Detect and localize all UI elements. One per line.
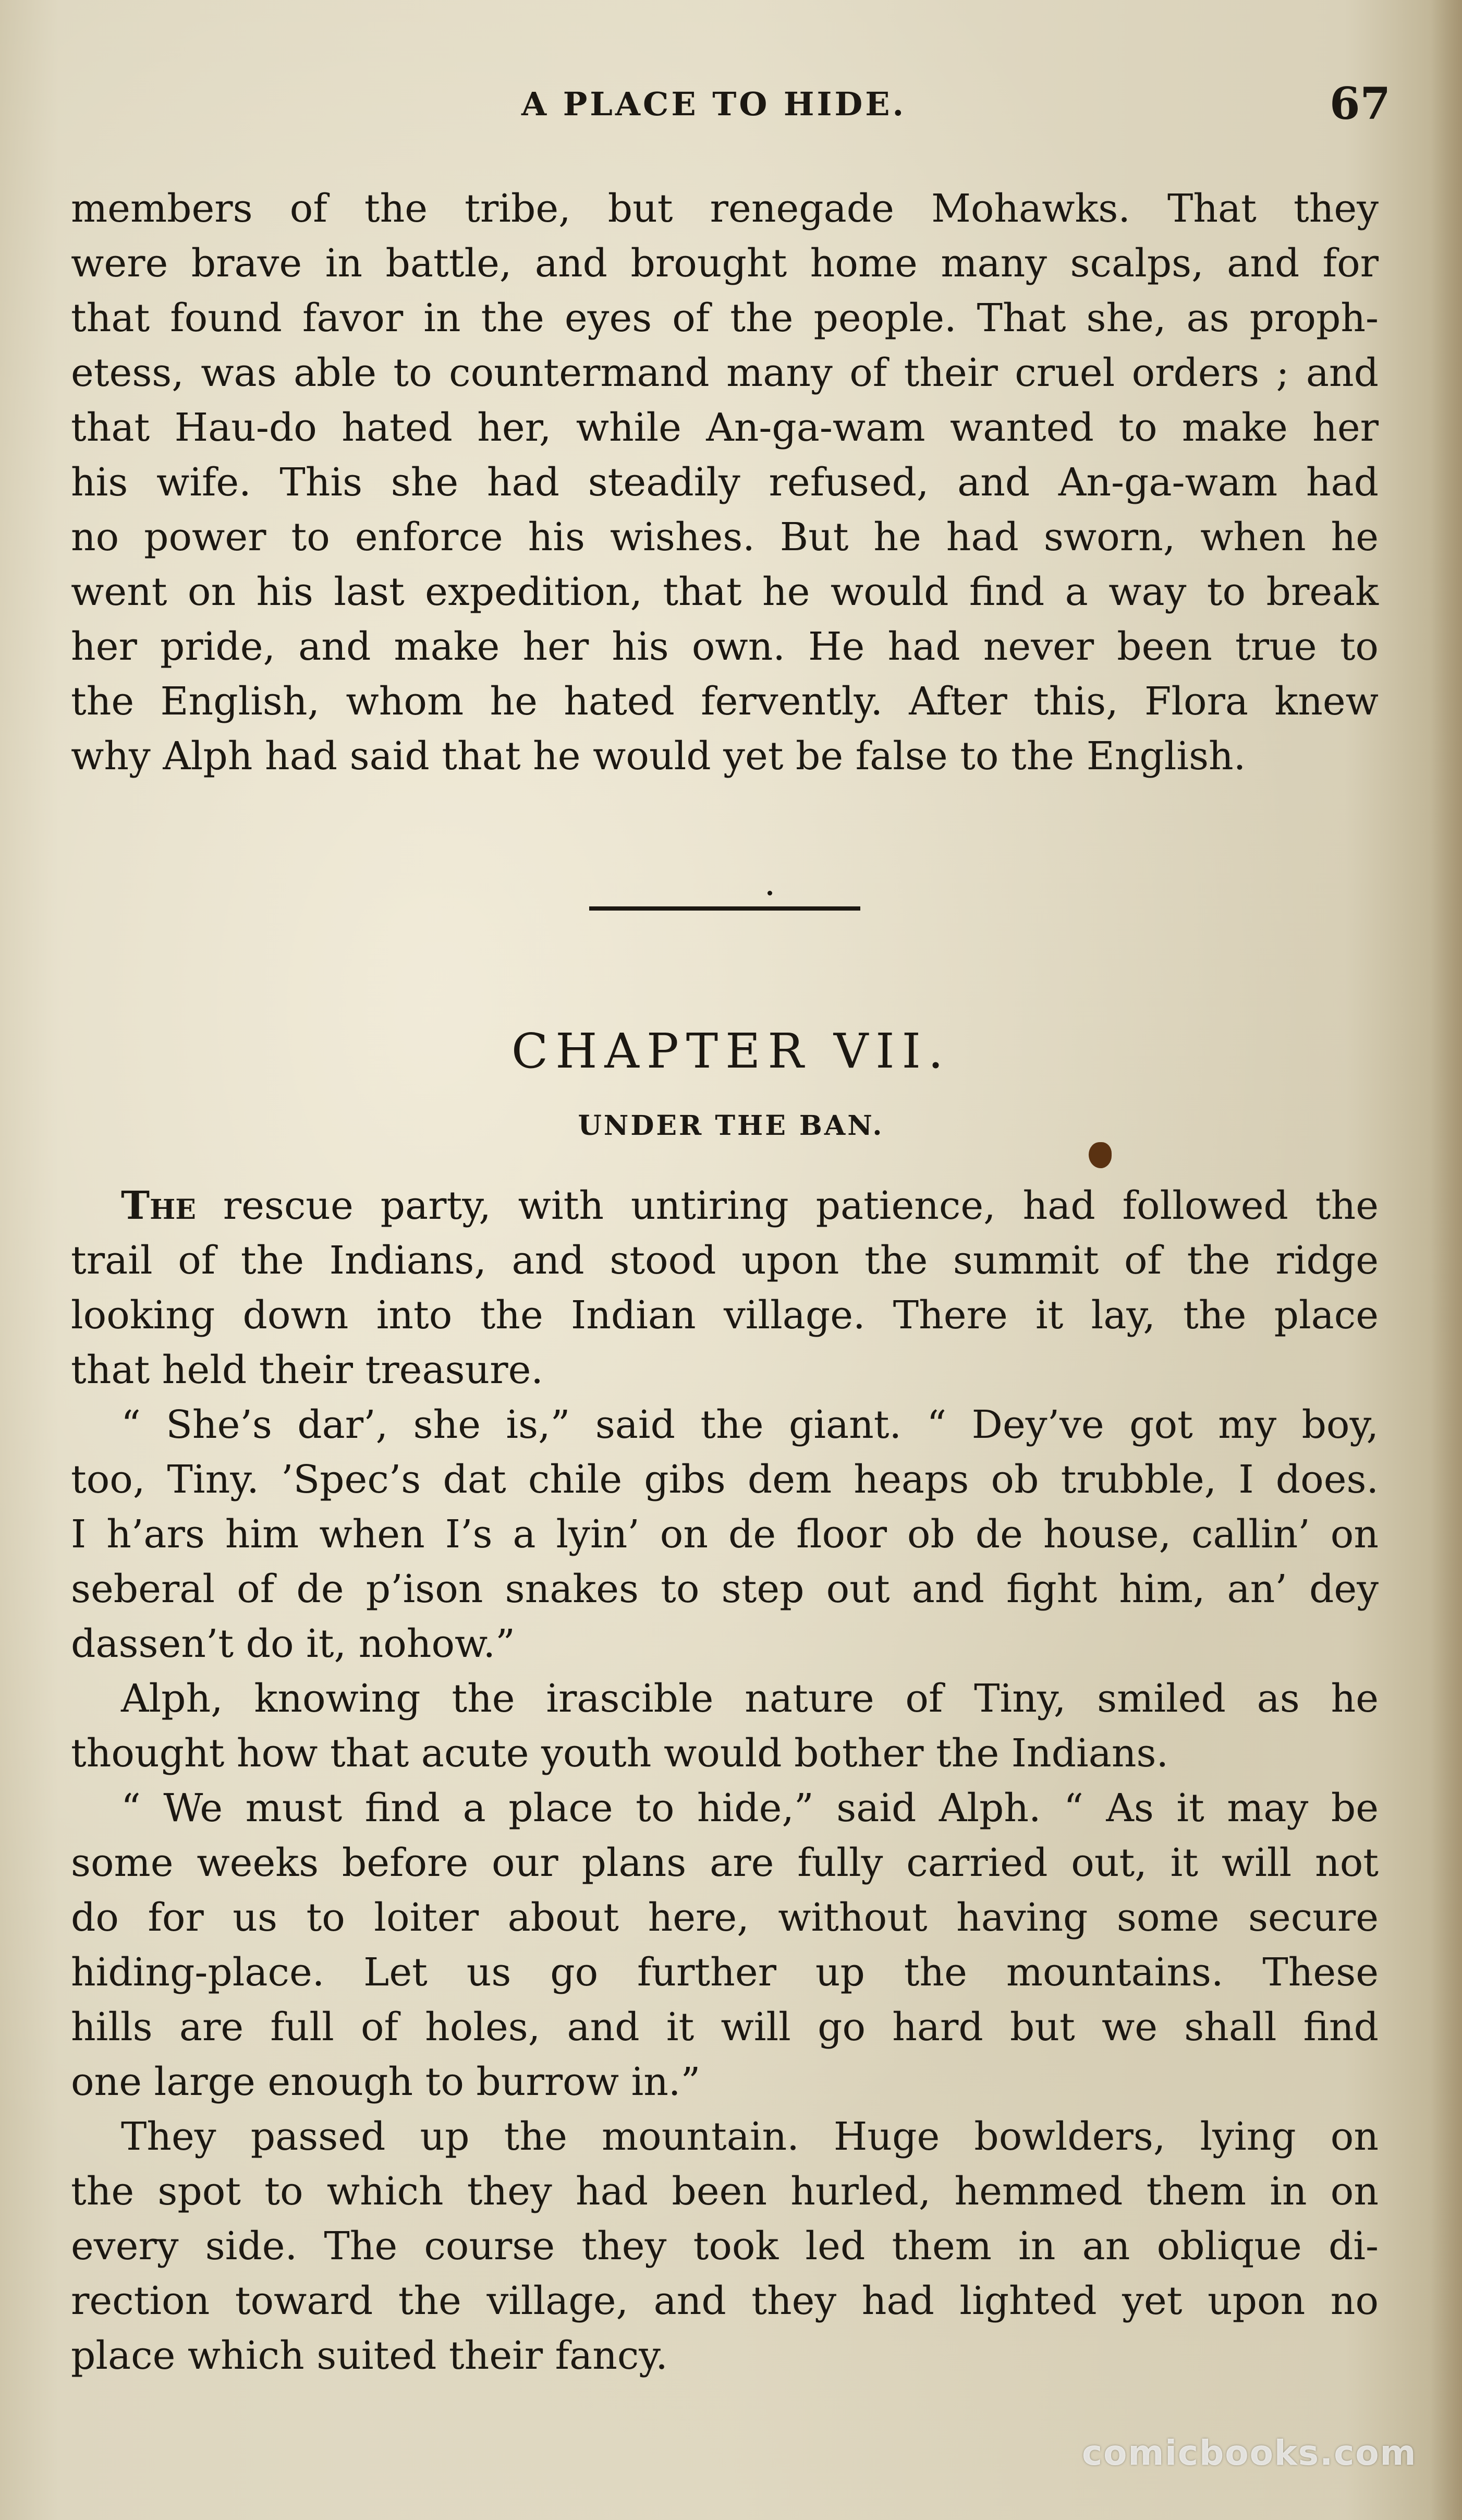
text-line: They passed up the mountain. Huge bowlders, lying on [121,2114,1379,2159]
watermark-text: comicbooks.com [1082,2433,1417,2473]
text-line: no power to enforce his wishes. But he had sworn, when he [71,515,1379,560]
text-line: too, Tiny. ’Spec’s dat chile gibs dem heaps ob trubble, I does. [71,1457,1379,1502]
text-line: some weeks before our plans are fully carried out, it will not [71,1840,1379,1885]
text-line: her pride, and make her his own. He had never been true to [71,624,1379,669]
page-number: 67 [1330,78,1391,129]
text-line: the spot to which they had been hurled, hemmed them in on [71,2169,1379,2214]
text-line: were brave in battle, and brought home many scalps, and for [71,241,1379,286]
text-line: the English, whom he hated fervently. After this, Flora knew [71,679,1379,724]
text-line: one large enough to burrow in.” [71,2059,701,2104]
text-line: seberal of de p’ison snakes to step out and fight him, an’ dey [71,1567,1379,1612]
text-line: etess, was able to countermand many of their cruel orders ; and [71,350,1379,395]
text-line: that Hau-do hated her, while An-ga-wam wanted to make her [71,405,1379,450]
text-line: looking down into the Indian village. There it lay, the place [71,1293,1379,1338]
text-line: do for us to loiter about here, without having some secure [71,1895,1379,1940]
chapter-subtitle: UNDER THE BAN. [578,1110,884,1142]
text-line: “ We must find a place to hide,” said Alph. “ As it may be [121,1786,1379,1831]
text-line: The rescue party, with untiring patience, had followed the [121,1183,1379,1228]
section-rule-dot [767,891,772,895]
text-line: that held their treasure. [71,1348,543,1392]
text-line: trail of the Indians, and stood upon the summit of the ridge [71,1238,1379,1283]
text-line: Alph, knowing the irascible nature of Tiny, smiled as he [121,1676,1379,1721]
text-line: thought how that acute youth would bother the Indians. [71,1731,1168,1776]
drop-word: The [121,1183,196,1228]
text-line: that found favor in the eyes of the people. That she, as proph- [71,296,1379,341]
text-line: went on his last expedition, that he would find a way to break [71,570,1379,614]
running-head [0,76,1462,128]
text-line: his wife. This she had steadily refused, and An-ga-wam had [71,460,1379,505]
text-line: members of the tribe, but renegade Mohawks. That they [71,186,1379,231]
text-line: dassen’t do it, nohow.” [71,1621,515,1666]
page-gutter-shadow [1431,0,1462,2520]
running-title: A PLACE TO HIDE. [521,85,907,123]
text-line: hiding-place. Let us go further up the mountains. These [71,1950,1379,1995]
text-line: every side. The course they took led them in an oblique di- [71,2224,1379,2269]
text-line: why Alph had said that he would yet be false to the English. [71,734,1246,779]
text-line: “ She’s dar’, she is,” said the giant. “ Dey’ve got my boy, [121,1402,1379,1447]
text-line: I h’ars him when I’s a lyin’ on de floor ob de house, callin’ on [71,1512,1379,1557]
text-line: place which suited their fancy. [71,2333,668,2378]
ink-stain [1089,1142,1112,1168]
section-rule [589,906,860,911]
text-line: rection toward the village, and they had lighted yet upon no [71,2279,1379,2323]
text-line: hills are full of holes, and it will go hard but we shall find [71,2005,1379,2050]
chapter-heading: CHAPTER VII. [511,1023,951,1079]
